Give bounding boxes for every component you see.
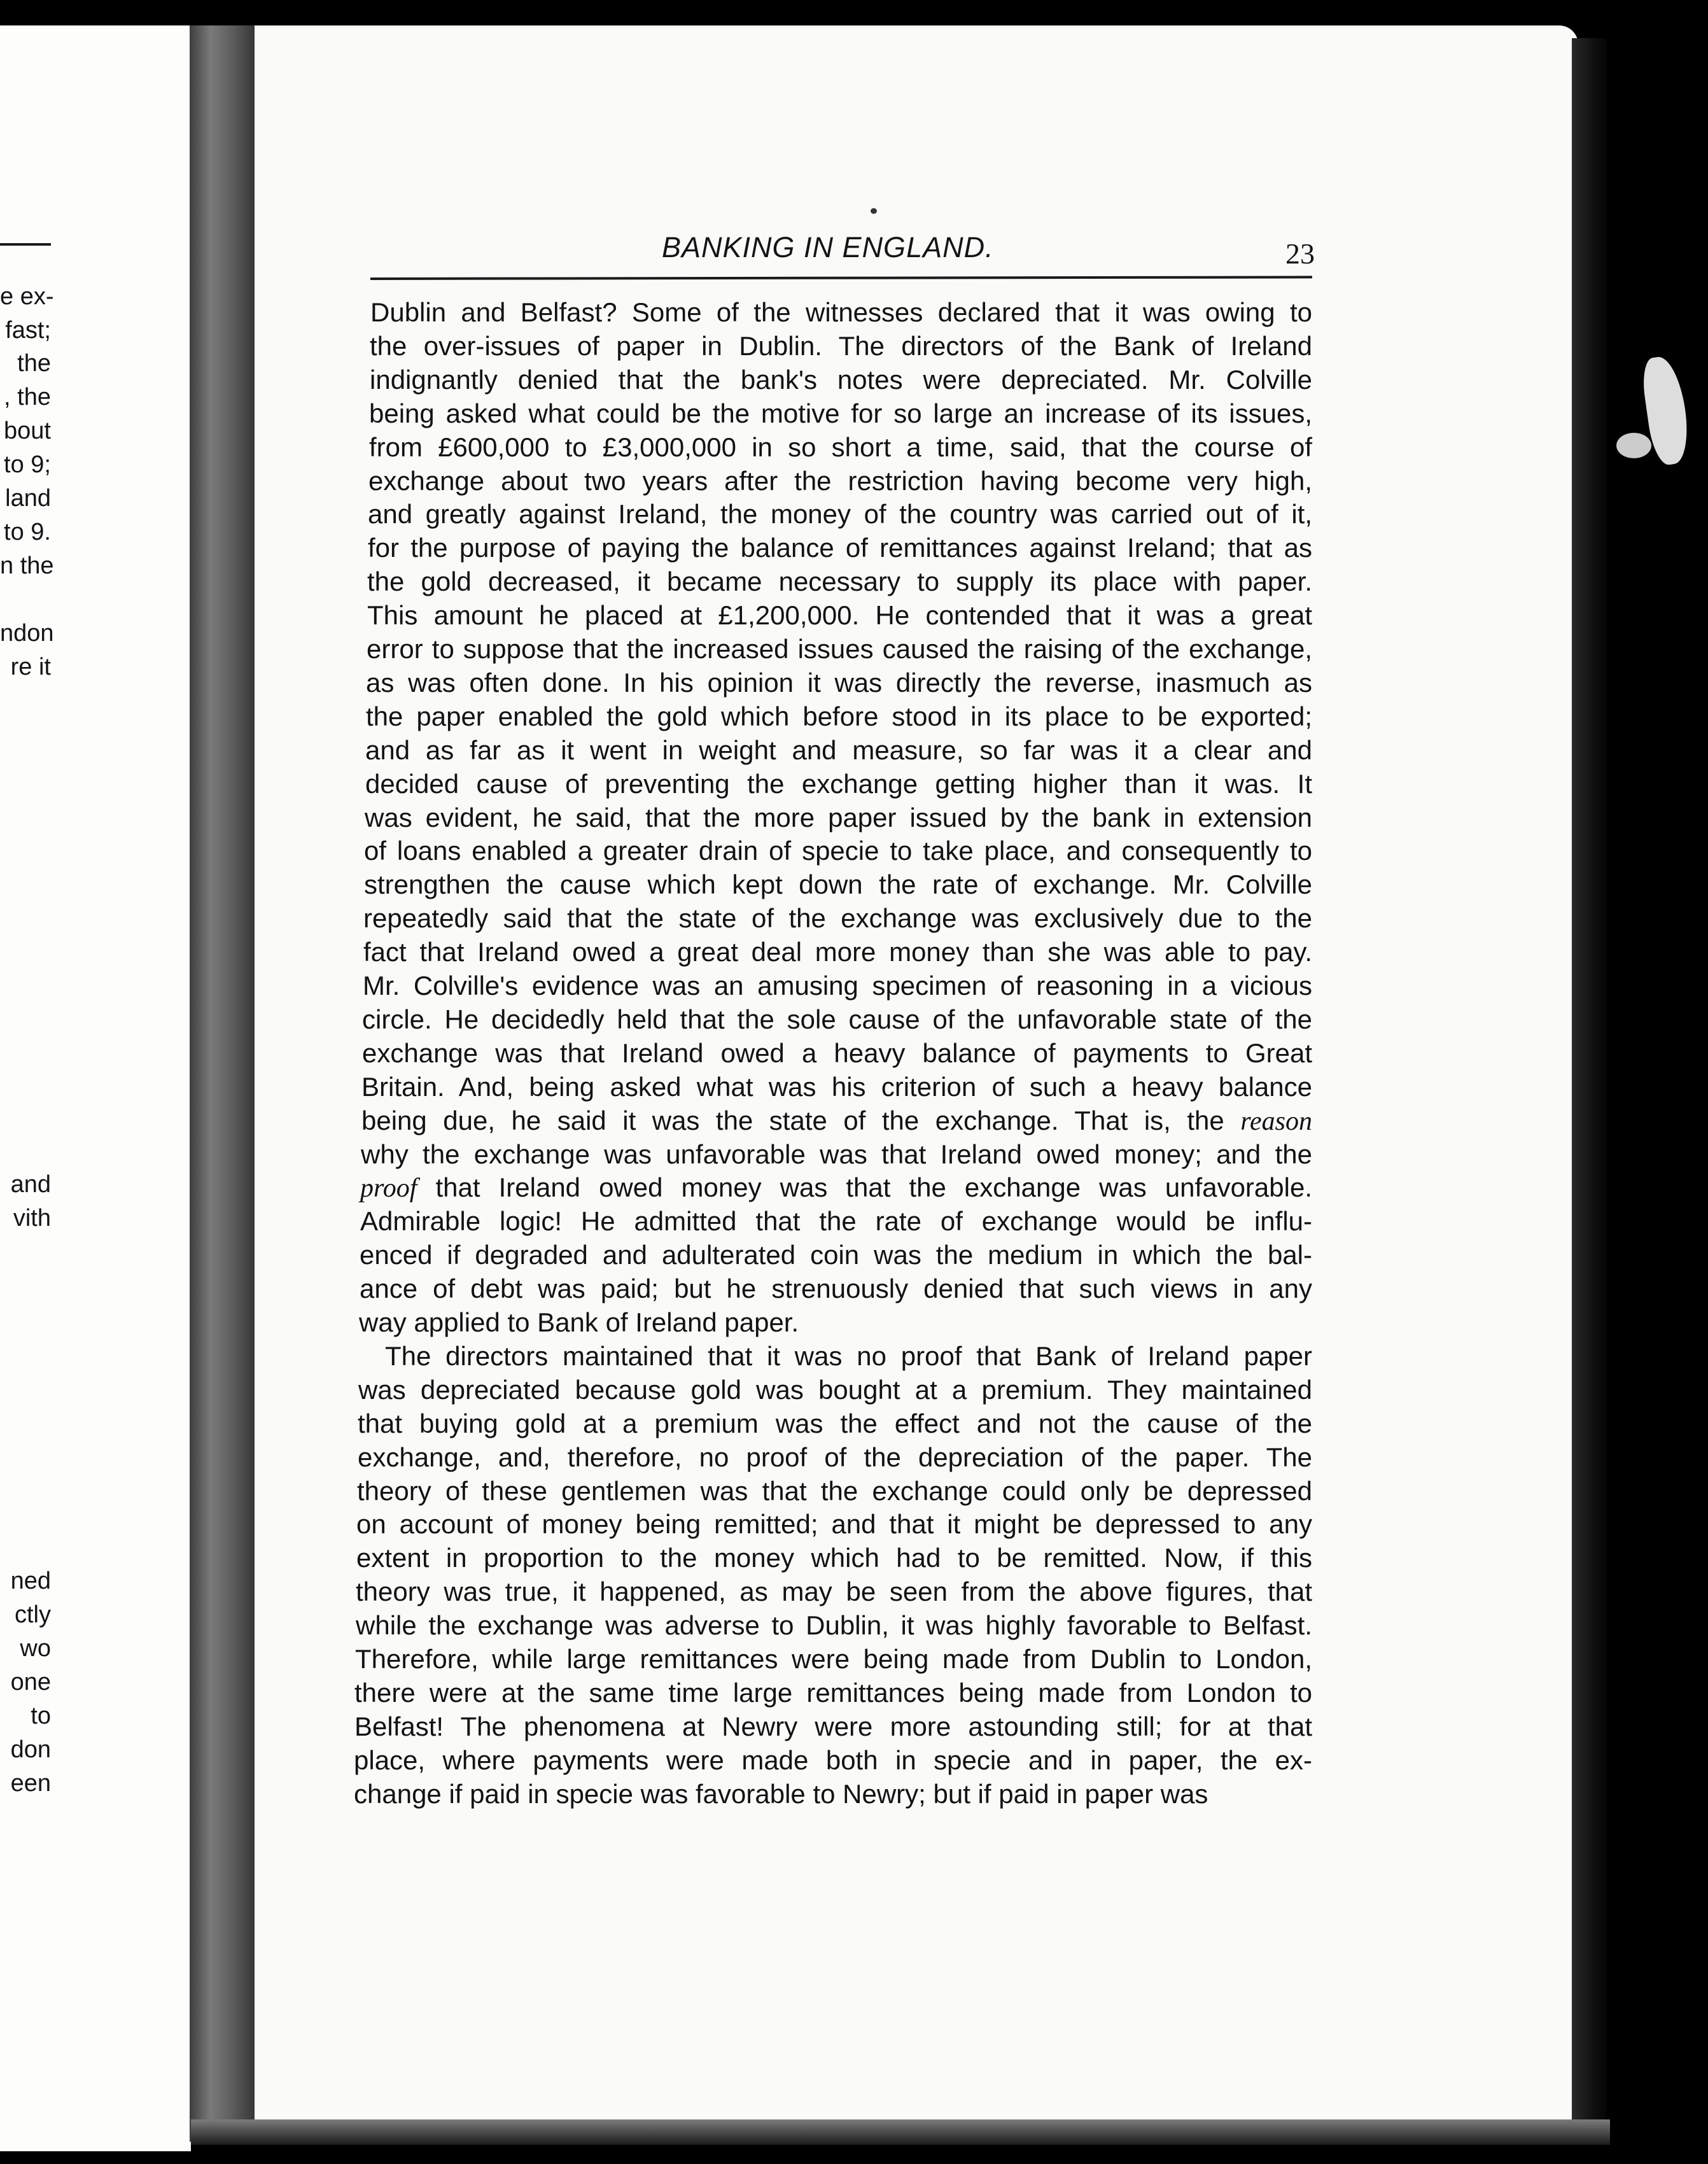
body-line: being asked what could be the motive for so large an increase of its issues, bbox=[369, 398, 1312, 428]
body-line: and greatly against Ireland, the money of the country was carried out of it, bbox=[368, 499, 1312, 530]
left-page-fragment: , the bbox=[4, 384, 51, 411]
body-line: decided cause of preventing the exchange getting higher than it was. It bbox=[365, 768, 1312, 799]
left-page-fragment: bout bbox=[4, 418, 51, 444]
page-edge-shadow bbox=[1572, 38, 1607, 2132]
body-line: enced if degraded and adulterated coin was the medium in which the bal- bbox=[360, 1240, 1312, 1270]
body-line: exchange was that Ireland owed a heavy balance of payments to Great bbox=[362, 1037, 1312, 1068]
body-line: was evident, he said, that the more paper issued by the bank in extension bbox=[365, 802, 1312, 833]
left-page-fragment: ndon bbox=[0, 620, 54, 647]
italic-word: reason bbox=[1240, 1106, 1313, 1136]
italic-word: proof bbox=[360, 1174, 417, 1204]
body-line: indignantly denied that the bank's notes were depreciated. Mr. Colville bbox=[370, 364, 1312, 395]
body-line: circle. He decidedly held that the sole cause of the unfavorable state of the bbox=[362, 1004, 1312, 1034]
body-line: place, where payments were made both in specie and in paper, the ex- bbox=[354, 1745, 1312, 1775]
body-line: error to suppose that the increased issues caused the raising of the exchange, bbox=[367, 634, 1312, 664]
body-line: Therefore, while large remittances were being made from Dublin to London, bbox=[355, 1644, 1312, 1674]
left-page-fragment: wo bbox=[20, 1635, 51, 1662]
left-page-fragment: fast; bbox=[5, 317, 51, 344]
body-line: the gold decreased, it became necessary to supply its place with paper. bbox=[367, 566, 1312, 597]
left-page-fragment: een bbox=[10, 1770, 51, 1797]
body-line: why the exchange was unfavorable was that Ireland owed money; and the bbox=[361, 1139, 1312, 1169]
body-line: and as far as it went in weight and measure, so far was it a clear and bbox=[365, 734, 1312, 765]
body-line-text: that Ireland owed money was that the exchange was unfavorable. bbox=[435, 1172, 1312, 1203]
left-page-fragment: ctly bbox=[15, 1601, 51, 1628]
body-line: as was often done. In his opinion it was directly the reverse, inasmuch as bbox=[366, 667, 1312, 698]
body-line: exchange about two years after the restriction having become very high, bbox=[368, 465, 1312, 496]
body-line: while the exchange was adverse to Dublin, it was highly favorable to Belfast. bbox=[356, 1610, 1312, 1641]
body-line: from £600,000 to £3,000,000 in so short a time, said, that the course of bbox=[369, 432, 1312, 462]
body-line: the paper enabled the gold which before stood in its place to be exported; bbox=[366, 701, 1312, 731]
left-page-fragment: n the bbox=[0, 552, 54, 579]
left-page-fragment: and bbox=[10, 1171, 51, 1198]
body-line: was depreciated because gold was bought at a premium. They maintained bbox=[358, 1374, 1312, 1405]
body-line: Dublin and Belfast? Some of the witnesses declared that it was owing to bbox=[370, 297, 1312, 327]
ink-speck bbox=[871, 208, 877, 214]
body-line: that buying gold at a premium was the effect and not the cause of the bbox=[358, 1408, 1312, 1438]
left-page-fragment: ned bbox=[10, 1568, 51, 1594]
body-line: strengthen the cause which kept down the rate of exchange. Mr. Colville bbox=[364, 869, 1312, 900]
left-page-fragment: e ex- bbox=[0, 283, 54, 310]
body-line: repeatedly said that the state of the exchange was exclusively due to the bbox=[363, 903, 1312, 934]
left-page-fragment: to 9; bbox=[4, 451, 51, 478]
body-line: change if paid in specie was favorable to Newry; but if paid in paper was bbox=[354, 1778, 1208, 1809]
left-page-fragment: to bbox=[31, 1703, 51, 1729]
page-bottom-shadow bbox=[191, 2119, 1610, 2145]
left-page-fragment: re it bbox=[10, 654, 51, 680]
body-line: Mr. Colville's evidence was an amusing specimen of reasoning in a vicious bbox=[363, 971, 1312, 1001]
book-spine-shadow bbox=[190, 25, 260, 2142]
body-line: fact that Ireland owed a great deal more money than she was able to pay. bbox=[363, 937, 1312, 967]
left-page-fragment: don bbox=[10, 1736, 51, 1763]
body-line: exchange, and, therefore, no proof of the depreciation of the paper. The bbox=[358, 1442, 1312, 1472]
body-line bbox=[360, 1172, 1312, 1204]
body-line: ance of debt was paid; but he strenuously denied that such views in any bbox=[360, 1274, 1312, 1304]
left-page-fragment: one bbox=[10, 1669, 51, 1696]
body-line-text: being due, he said it was the state of the exchange. That is, the bbox=[361, 1105, 1224, 1135]
body-line: for the purpose of paying the balance of remittances against Ireland; that as bbox=[368, 533, 1312, 563]
body-line: on account of money being remitted; and that it might be depressed to any bbox=[356, 1509, 1312, 1540]
body-line: The directors maintained that it was no proof that Bank of Ireland paper bbox=[385, 1340, 1312, 1371]
body-line: Britain. And, being asked what was his criterion of such a heavy balance bbox=[361, 1071, 1312, 1102]
body-line: there were at the same time large remittances being made from London to bbox=[354, 1677, 1312, 1708]
body-line bbox=[361, 1105, 1312, 1137]
body-line: theory of these gentlemen was that the exchange could only be depressed bbox=[357, 1475, 1312, 1506]
body-line: Admirable logic! He admitted that the rate of exchange would be influ- bbox=[360, 1206, 1312, 1237]
running-head: BANKING IN ENGLAND. bbox=[662, 231, 994, 263]
left-page-header-rule bbox=[0, 243, 51, 246]
body-line: the over-issues of paper in Dublin. The directors of the Bank of Ireland bbox=[370, 330, 1312, 361]
left-page bbox=[0, 25, 191, 2151]
body-line: way applied to Bank of Ireland paper. bbox=[359, 1307, 799, 1337]
body-line: extent in proportion to the money which had to be remitted. Now, if this bbox=[356, 1543, 1312, 1573]
body-line: Belfast! The phenomena at Newry were more astounding still; for at that bbox=[354, 1711, 1312, 1741]
left-page-fragment: the bbox=[17, 350, 51, 377]
body-line: theory was true, it happened, as may be seen from the above figures, that bbox=[356, 1577, 1312, 1607]
page-number: 23 bbox=[1285, 237, 1315, 270]
body-line: This amount he placed at £1,200,000. He contended that it was a great bbox=[367, 600, 1312, 631]
left-page-fragment: vith bbox=[13, 1205, 51, 1232]
left-page-fragment: to 9. bbox=[4, 519, 51, 545]
scan-smudge bbox=[1616, 433, 1651, 458]
left-page-fragment: land bbox=[5, 485, 51, 512]
body-line: of loans enabled a greater drain of specie to take place, and consequently to bbox=[364, 836, 1312, 866]
